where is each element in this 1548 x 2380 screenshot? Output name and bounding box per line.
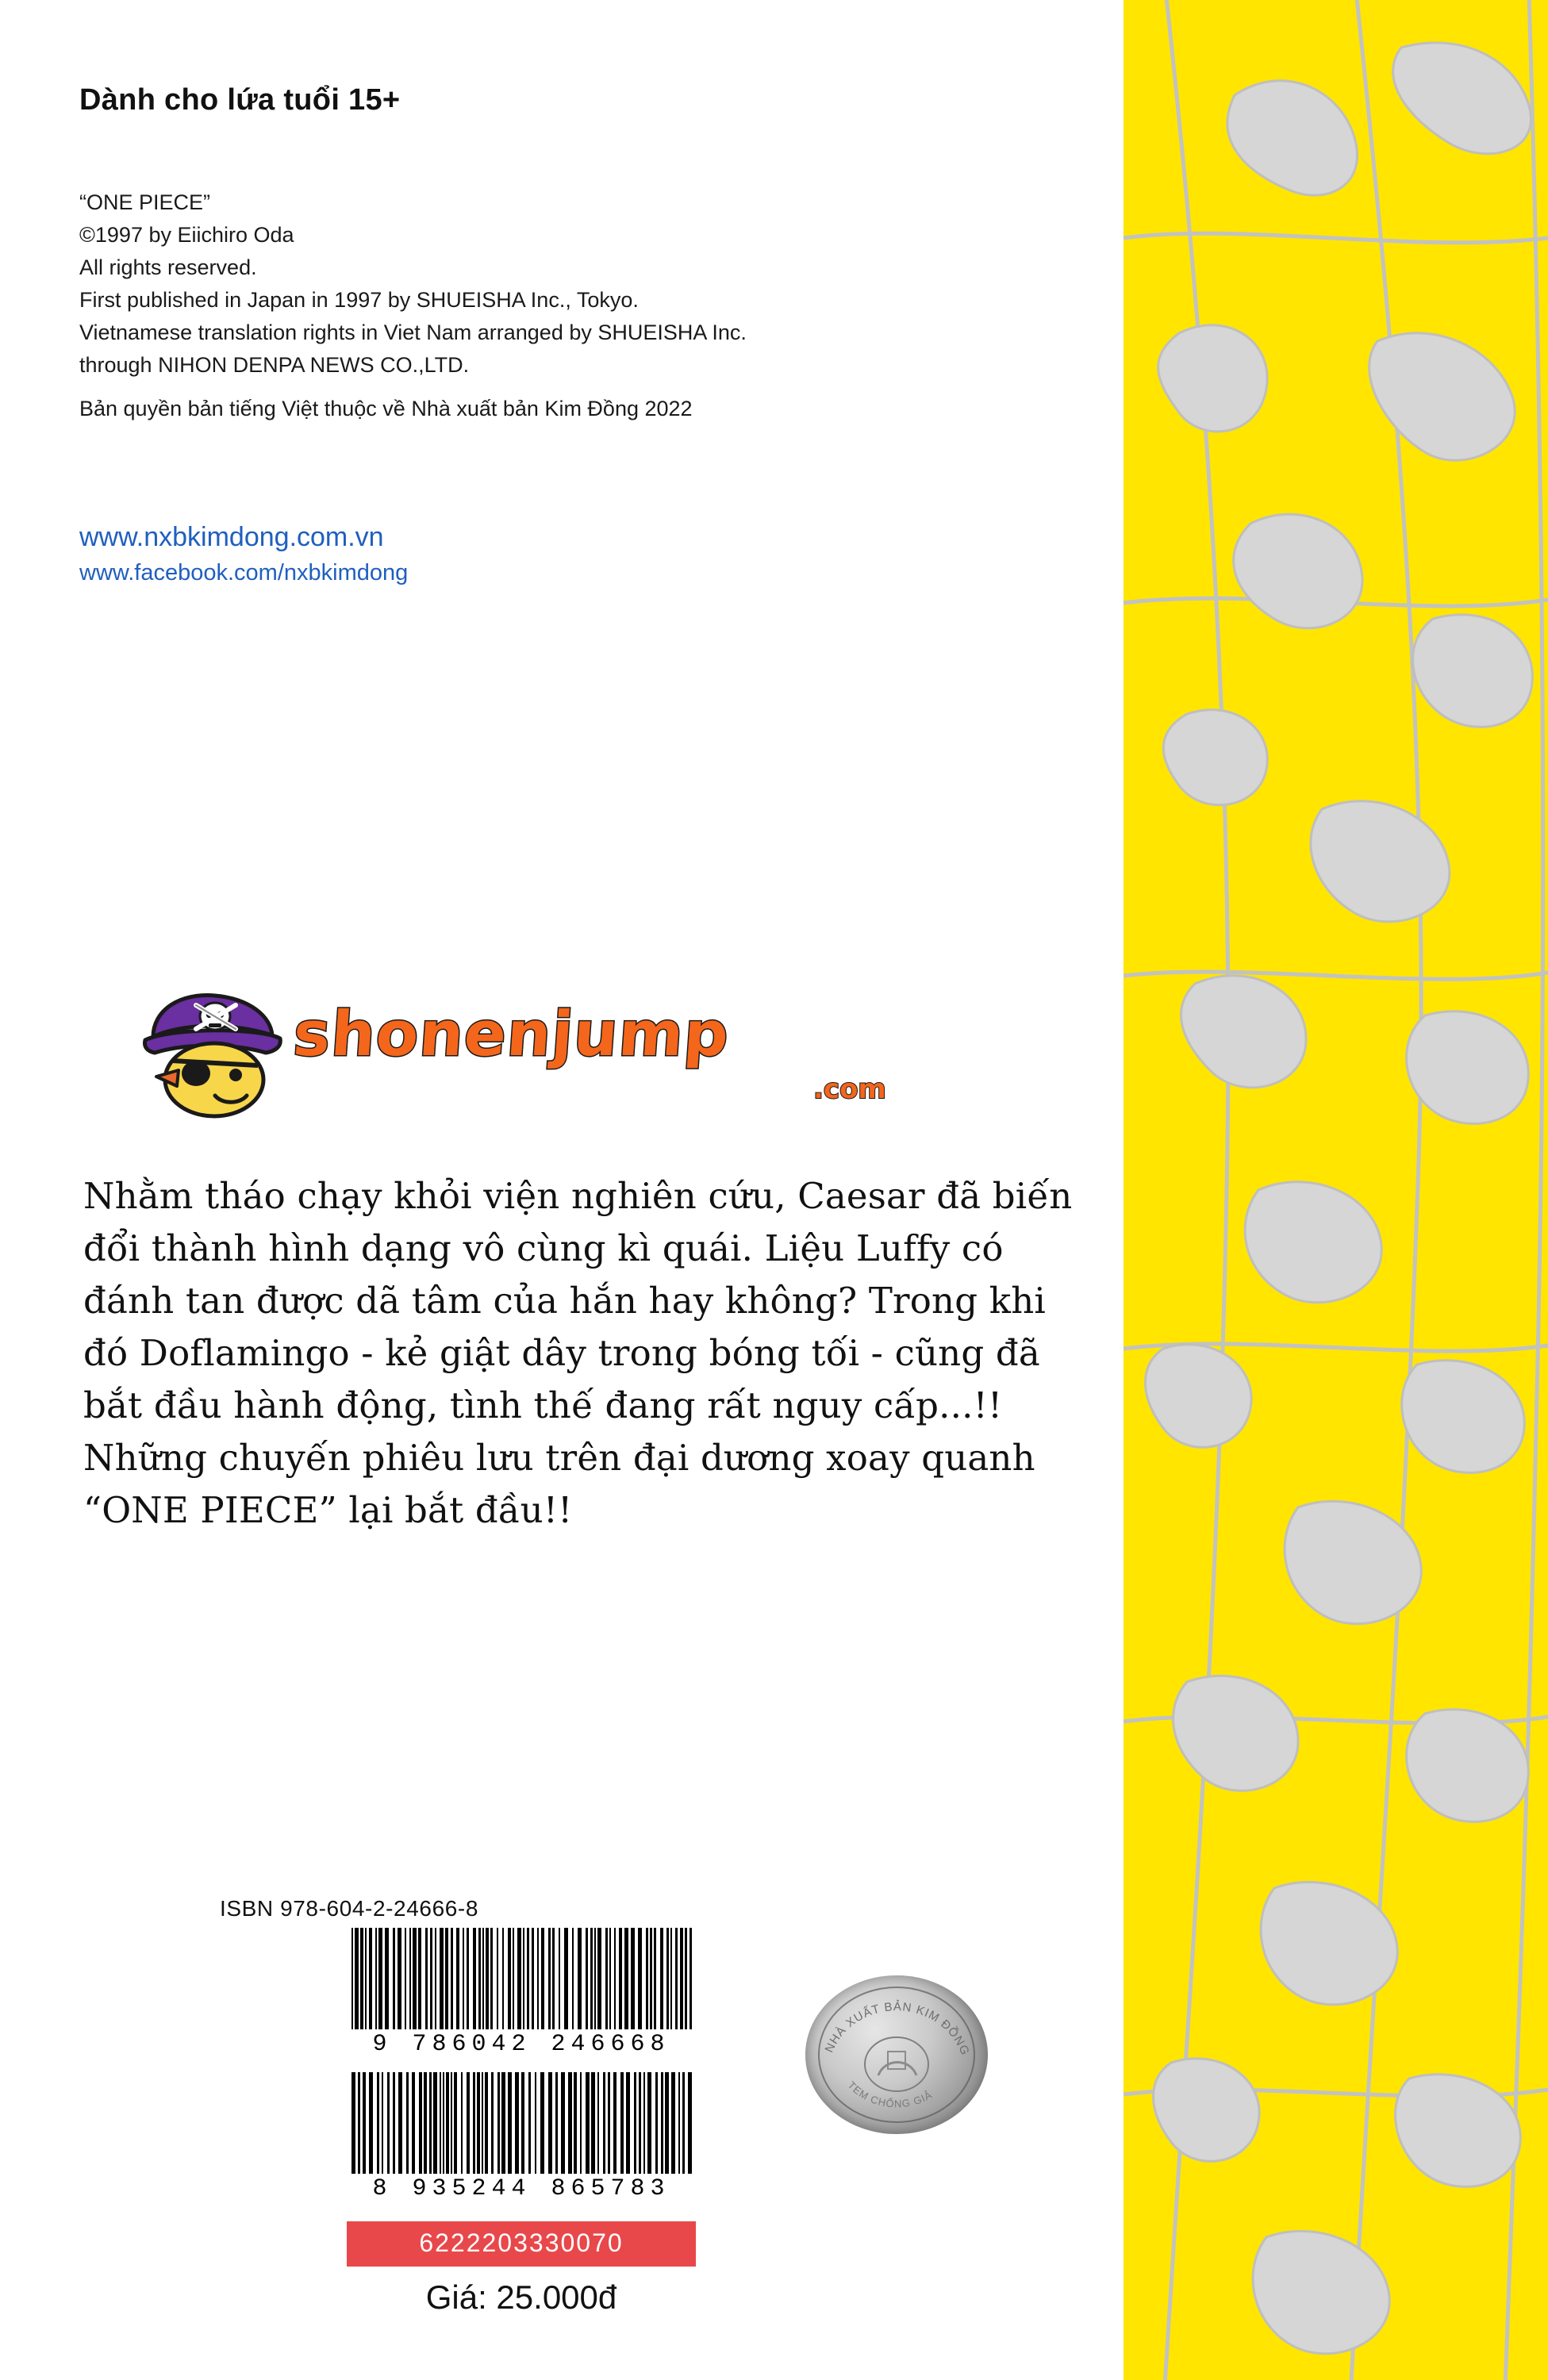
barcode-bar [385,1928,389,2029]
barcode-bar [619,1928,622,2029]
barcode-bar [378,1928,382,2029]
barcode-bar [502,1928,504,2029]
barcode-bar [485,2072,488,2174]
barcode-bar [564,1928,568,2029]
barcode-bar [548,2072,552,2174]
barcode-bar [351,2072,355,2174]
copyright-line: through NIHON DENPA NEWS CO.,LTD. [79,353,470,377]
barcode-bar [501,2072,505,2174]
pirate-skull-mascot-icon [139,988,298,1123]
barcode-bar [655,2072,658,2174]
seal-engraving [805,1975,988,2134]
barcode-bar [661,2072,663,2174]
barcode-bar [382,2072,383,2174]
copyright-line: Bản quyền bản tiếng Việt thuộc về Nhà xuất bản Kim Đồng 2022 [79,397,693,420]
barcode-group [347,1928,696,2202]
barcode-bar [643,2072,645,2174]
barcode-bar [638,1928,642,2029]
barcode-bar [398,1928,401,2029]
barcode-bar [405,1928,406,2029]
barcode-bar [646,1928,648,2029]
barcode-bar [513,1928,514,2029]
barcode-bar [393,2072,395,2174]
barcode-bar [680,1928,683,2029]
barcode-bar [580,2072,582,2174]
shonenjump-logo [139,988,885,1130]
barcode-bar [365,1928,367,2029]
barcode-bar [561,2072,565,2174]
barcode-bar [413,1928,417,2029]
copyright-line: First published in Japan in 1997 by SHUEISHA Inc., Tokyo. [79,288,639,312]
barcode-bar [647,2072,651,2174]
barcode-bar [597,2072,599,2174]
barcode-bar [665,2072,669,2174]
barcode-bar [671,2072,675,2174]
barcode-bar [572,1928,574,2029]
barcode-bar [541,1928,544,2029]
price-text: Giá: 25.000đ [425,2278,617,2316]
barcode-bar [603,2072,605,2174]
barcode-bar [578,1928,582,2029]
barcode-bar [429,2072,432,2174]
copyright-line: All rights reserved. [79,255,257,279]
barcode-bar [654,1928,656,2029]
barcode-bar [620,2072,624,2174]
barcode-bar [451,2072,452,2174]
publisher-seal [805,1975,988,2134]
barcode-bar [597,1928,601,2029]
barcode-bar [473,1928,476,2029]
barcode-bar [497,2072,500,2174]
barcode-bar [435,1928,436,2029]
barcode-bar [634,2072,636,2174]
copyright-block [79,186,1016,425]
barcode-bar [639,2072,641,2174]
barcode-bar [586,2072,590,2174]
barcode-bar [467,1928,469,2029]
barcode-bar [477,2072,480,2174]
barcode-bar [586,1928,588,2029]
ean13-barcode-primary [347,1928,696,2029]
barcode-bar [409,1928,411,2029]
barcode-bar [508,2072,512,2174]
barcode-bar [445,1928,448,2029]
facebook-link[interactable]: www.facebook.com/nxbkimdong [79,560,409,585]
barcode-bar [613,2072,617,2174]
barcode-bar [440,2072,441,2174]
barcode-bar [591,2072,595,2174]
blurb-paragraph-2: Những chuyến phiêu lưu trên đại dương xoay quanh “ONE PIECE” lại bắt đầu!! [83,1437,1035,1531]
price-code-badge: 6222203330070 [347,2221,696,2267]
svg-text:TEM CHỐNG GIẢ [846,2079,935,2110]
barcode-bar [523,1928,524,2029]
barcode-bar [631,1928,635,2029]
barcode-bar [363,2072,366,2174]
barcode-bar [424,2072,427,2174]
map-linework [1116,0,1548,2380]
barcode-bar [666,1928,669,2029]
barcode-bar [609,1928,611,2029]
barcode-bar [451,1928,453,2029]
barcode-bar [387,2072,390,2174]
barcode-bar [559,1928,560,2029]
barcode-bar [670,1928,672,2029]
barcode-bar [486,1928,489,2029]
barcode-bar [419,2072,422,2174]
barcode-bar [660,1928,663,2029]
barcode-bar [548,1928,551,2029]
barcode-bar [358,2072,360,2174]
barcode-bar [456,1928,459,2029]
barcode-bar [393,1928,395,2029]
svg-text:NHÀ XUẤT BẢN KIM ĐỒNG [823,2000,972,2057]
barcode-bar [688,2072,692,2174]
barcode-bar [369,1928,372,2029]
barcode-bar [532,1928,534,2029]
copyright-line: “ONE PIECE” [79,190,211,214]
barcode-bar [527,1928,529,2029]
shonenjump-wordmark: shonenjump [290,999,732,1070]
blurb-paragraph-1: Nhằm tháo chạy khỏi viện nghiên cứu, Caesar đã biến đổi thành hình dạng vô cùng kì quái. Liệu Luffy có đánh tan được dã tâm của hắn hay không? Trong khi đó Doflamingo - kẻ giật dây trong bóng tối - cũng đã bắt đầu hành động, tình thế đang rất nguy cấp...!! [83,1175,1073,1426]
barcode-bar [482,2072,483,2174]
barcode-bar [418,1928,421,2029]
barcode-bar [689,1928,692,2029]
barcode-bar [377,2072,379,2174]
seal-top-text: NHÀ XUẤT BẢN KIM ĐỒNG [822,2000,972,2058]
barcode-bar [608,2072,610,2174]
barcode-bar [490,1928,493,2029]
barcode-bar [685,1928,687,2029]
decorative-map-panel [1116,0,1548,2380]
shonenjump-domain: .com [813,1073,886,1105]
barcode-bar [682,2072,685,2174]
barcode-bar [406,2072,409,2174]
barcode-bar [614,1928,616,2029]
barcode-bar [412,2072,415,2174]
barcode-bar [398,2072,402,2174]
ean13-barcode-secondary [347,2072,696,2174]
barcode-bar [540,2072,544,2174]
barcode-bar [446,2072,449,2174]
copyright-line: ©1997 by Eiichiro Oda [79,223,294,247]
barcode-bar [369,2072,373,2174]
ean13-digits-primary: 9 786042 246668 [372,2031,670,2058]
barcode-bar [678,2072,680,2174]
barcode-bar [478,1928,481,2029]
barcode-bar [650,1928,652,2029]
barcode-bar [482,1928,484,2029]
barcode-bar [463,1928,464,2029]
barcode-bar [537,1928,539,2029]
website-link[interactable]: www.nxbkimdong.com.vn [79,522,384,552]
barcode-bar [430,1928,432,2029]
barcode-bar [355,1928,359,2029]
barcode-bar [443,2072,444,2174]
barcode-bar [605,1928,608,2029]
barcode-bar [624,1928,628,2029]
age-rating-text: Dành cho lứa tuổi 15+ [79,83,401,117]
barcode-bar [375,1928,377,2029]
barcode-bar [491,2072,494,2174]
barcode-bar [552,1928,555,2029]
barcode-bar [461,2072,463,2174]
barcode-bar [528,2072,531,2174]
barcode-bar [590,1928,593,2029]
barcode-bar [425,1928,428,2029]
barcode-bar [454,2072,457,2174]
barcode-bar [440,1928,444,2029]
barcode-bar [574,2072,577,2174]
back-cover-blurb [83,1170,1091,1537]
barcode-bar [568,2072,572,2174]
barcode-bar [517,1928,521,2029]
barcode-bar [535,2072,536,2174]
isbn-label: ISBN 978-604-2-24666-8 [219,1896,479,1921]
barcode-bar [675,1928,678,2029]
barcode-bar [508,1928,511,2029]
barcode-bar [626,2072,630,2174]
barcode-bar [467,2072,470,2174]
barcode-bar [433,2072,437,2174]
barcode-bar [515,2072,519,2174]
publisher-links [79,520,793,591]
copyright-line: Vietnamese translation rights in Viet Nam arranged by SHUEISHA Inc. [79,321,747,344]
barcode-bar [521,2072,524,2174]
ean13-digits-secondary: 8 935244 865783 [372,2175,670,2202]
barcode-bar [473,2072,475,2174]
seal-bottom-text: TEM CHỐNG GIẢ [845,2079,935,2110]
barcode-bar [594,1928,596,2029]
barcode-bar [351,1928,353,2029]
barcode-bar [360,1928,363,2029]
barcode-bar [497,1928,498,2029]
barcode-bar [555,2072,558,2174]
